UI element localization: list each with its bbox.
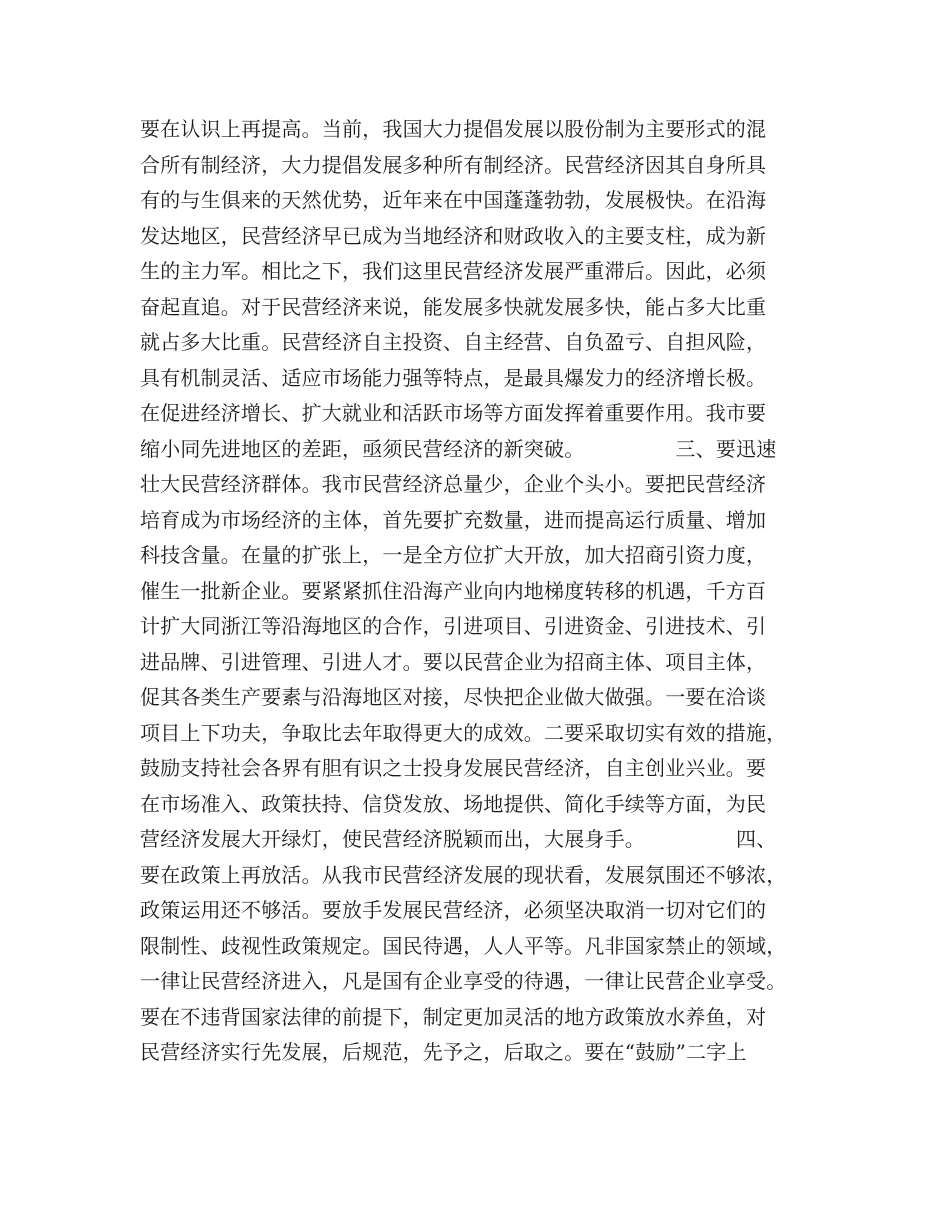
text-line: 具有机制灵活、适应市场能力强等特点，是最具爆发力的经济增长极。 — [140, 365, 767, 390]
text-line: 在促进经济增长、扩大就业和活跃市场等方面发挥着重要作用。我市要 — [140, 401, 767, 425]
text-line: 缩小同先进地区的差距，亟须民营经济的新突破。 三、要迅速 — [140, 436, 777, 461]
text-line: 一律让民营经济进入，凡是国有企业享受的待遇，一律让民营企业享受。 — [140, 969, 787, 993]
text-line: 要在政策上再放活。从我市民营经济发展的现状看，发展氛围还不够浓， — [140, 862, 787, 887]
text-line: 就占多大比重。民营经济自主投资、自主经营、自负盈亏、自担风险， — [140, 330, 767, 354]
text-line: 计扩大同浙江等沿海地区的合作，引进项目、引进资金、引进技术、引 — [140, 614, 767, 638]
text-line: 政策运用还不够活。要放手发展民营经济，必须坚决取消一切对它们的 — [140, 898, 767, 922]
text-line: 要在不违背国家法律的前提下，制定更加灵活的地方政策放水养鱼，对 — [140, 1004, 767, 1029]
text-line: 要在认识上再提高。当前，我国大力提倡发展以股份制为主要形式的混 — [140, 117, 767, 141]
text-line: 民营经济实行先发展，后规范，先予之，后取之。要在“鼓励”二字上 — [140, 1040, 747, 1064]
text-line: 发达地区，民营经济早已成为当地经济和财政收入的主要支柱，成为新 — [140, 223, 767, 248]
text-line: 进品牌、引进管理、引进人才。要以民营企业为招商主体、项目主体， — [140, 649, 767, 674]
body-text — [140, 112, 830, 1071]
text-line: 科技含量。在量的扩张上，一是全方位扩大开放，加大招商引资力度， — [140, 543, 767, 567]
text-line: 限制性、歧视性政策规定。国民待遇，人人平等。凡非国家禁止的领域， — [140, 933, 787, 958]
text-line: 壮大民营经济群体。我市民营经济总量少，企业个头小。要把民营经济 — [140, 472, 767, 496]
text-line: 在市场准入、政策扶持、信贷发放、场地提供、简化手续等方面，为民 — [140, 791, 767, 816]
text-line: 有的与生俱来的天然优势，近年来在中国蓬蓬勃勃，发展极快。在沿海 — [140, 188, 767, 212]
text-line: 培育成为市场经济的主体，首先要扩充数量，进而提高运行质量、增加 — [140, 507, 767, 532]
text-line: 催生一批新企业。要紧紧抓住沿海产业向内地梯度转移的机遇，千方百 — [140, 578, 767, 603]
text-line: 合所有制经济，大力提倡发展多种所有制经济。民营经济因其自身所具 — [140, 152, 767, 177]
text-line: 生的主力军。相比之下，我们这里民营经济发展严重滞后。因此，必须 — [140, 259, 767, 283]
text-line: 鼓励支持社会各界有胆有识之士投身发展民营经济，自主创业兴业。要 — [140, 756, 767, 780]
text-line: 营经济发展大开绿灯，使民营经济脱颖而出，大展身手。 四、 — [140, 827, 777, 851]
text-line: 奋起直追。对于民营经济来说，能发展多快就发展多快，能占多大比重 — [140, 294, 767, 319]
text-line: 促其各类生产要素与沿海地区对接，尽快把企业做大做强。一要在洽谈 — [140, 685, 767, 709]
text-line: 项目上下功夫，争取比去年取得更大的成效。二要采取切实有效的措施， — [140, 720, 787, 745]
